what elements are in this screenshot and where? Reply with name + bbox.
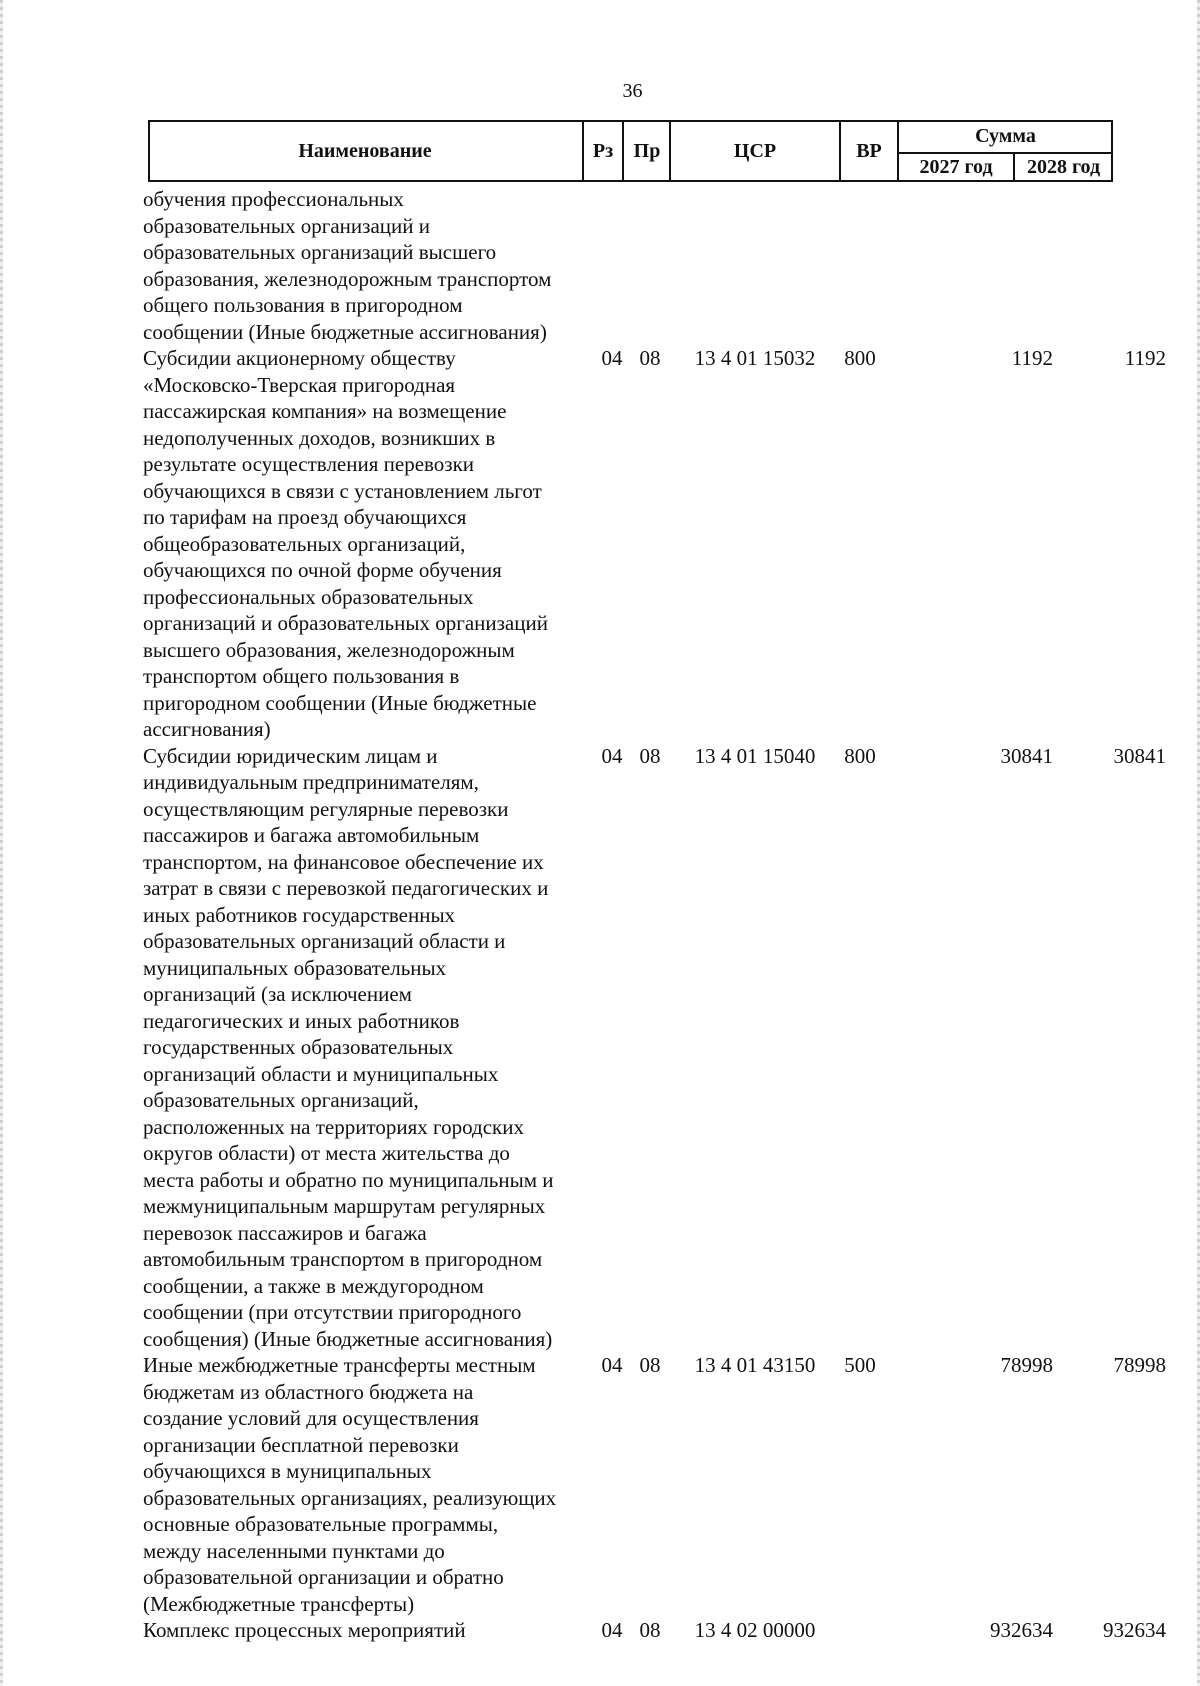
row-sum-2028: 30841	[1113, 743, 1166, 768]
row-name-line: государственных образовательных	[143, 1035, 454, 1059]
row-name-line: иных работников государственных	[143, 902, 456, 927]
row-name-line: затрат в связи с перевозкой педагогических и	[143, 876, 549, 900]
row-name-line: образовательных организаций,	[143, 1088, 419, 1112]
row-rz: 04	[601, 346, 623, 370]
row-vr: 800	[844, 743, 876, 768]
row-name-line: обучающихся в муниципальных	[143, 1459, 432, 1483]
row-name-line: транспортом, на финансовое обеспечение их	[143, 849, 544, 874]
header-year-2028: 2028 год	[1026, 155, 1101, 178]
row-name-line: перевозок пассажиров и багажа	[143, 1220, 427, 1245]
row-name-line: организации бесплатной перевозки	[143, 1432, 459, 1457]
row-sum-2027: 1192	[1011, 346, 1053, 370]
row-csr: 13 4 01 15032	[694, 346, 816, 370]
row-name	[143, 186, 583, 345]
row-name-line: сообщении (при отсутствии пригородного	[143, 1300, 522, 1324]
row-name-line: организаций области и муниципальных	[143, 1061, 499, 1086]
row-name-line: осуществляющим регулярные перевозки	[143, 796, 509, 821]
row-name-line: автомобильным транспортом в пригородном	[143, 1247, 543, 1271]
table-row	[143, 345, 1166, 743]
row-name-line: основные образовательные программы,	[143, 1512, 499, 1536]
row-name-line: Субсидии юридическим лицам и	[143, 743, 438, 768]
row-name	[143, 743, 583, 1353]
row-name-line: «Московско-Тверская пригородная	[143, 372, 456, 397]
row-name-line: результате осуществления перевозки	[143, 452, 475, 476]
table-header	[148, 120, 1113, 183]
row-sum-2028: 932634	[1103, 1618, 1166, 1642]
scan-edge-left	[0, 0, 3, 1686]
row-sum-2027: 78998	[1000, 1353, 1053, 1377]
row-name-line: расположенных на территориях городских	[143, 1114, 524, 1139]
row-vr: 500	[844, 1353, 876, 1377]
row-sum-2028: 1192	[1124, 346, 1166, 370]
row-rz: 04	[601, 1618, 623, 1642]
row-name-line: пассажирская компания» на возмещение	[143, 399, 507, 423]
row-csr: 13 4 02 00000	[694, 1618, 816, 1642]
header-year-2027: 2027 год	[919, 155, 993, 178]
row-sum-2027: 30841	[1000, 743, 1053, 768]
row-name	[143, 1352, 583, 1617]
row-name-line: ассигнования)	[143, 717, 271, 741]
row-csr: 13 4 01 15040	[694, 743, 816, 768]
table-row	[143, 1352, 1166, 1617]
row-name-line: обучения профессиональных	[143, 187, 404, 211]
row-name-line: муниципальных образовательных	[143, 955, 447, 980]
page-number: 36	[622, 80, 643, 102]
table-row	[143, 1617, 1166, 1644]
row-name-line: Комплекс процессных мероприятий	[143, 1618, 466, 1642]
row-name-line: округов области) от места жительства до	[143, 1141, 510, 1165]
header-rz: Рз	[592, 139, 614, 162]
row-vr: 800	[844, 346, 876, 370]
row-name-line: образовательных организаций и	[143, 213, 430, 238]
row-rz: 04	[601, 1353, 623, 1377]
table-body	[143, 186, 1166, 1644]
row-name-line: транспортом общего пользования в	[143, 664, 460, 688]
row-name-line: межмуниципальным маршрутам регулярных	[143, 1194, 546, 1218]
row-sum-2028: 78998	[1113, 1353, 1166, 1377]
header-csr: ЦСР	[733, 139, 777, 162]
row-name-line: между населенными пунктами до	[143, 1538, 445, 1563]
row-name-line: создание условий для осуществления	[143, 1406, 479, 1430]
row-name-line: бюджетам из областного бюджета на	[143, 1379, 474, 1404]
table-row	[143, 186, 1123, 345]
row-name-line: образовательных организаций высшего	[143, 240, 497, 264]
row-pr: 08	[639, 1618, 661, 1642]
row-name-line: образовательной организации и обратно	[143, 1565, 504, 1589]
row-name-line: индивидуальным предпринимателям,	[143, 770, 479, 794]
row-name-line: образовательных организациях, реализующих	[143, 1485, 557, 1510]
row-name-line: общего пользования в пригородном	[143, 293, 463, 317]
row-name-line: профессиональных образовательных	[143, 584, 474, 609]
row-pr: 08	[639, 346, 661, 370]
row-name-line: образования, железнодорожным транспортом	[143, 266, 552, 291]
row-name	[143, 1617, 583, 1644]
header-name: Наименование	[298, 139, 432, 162]
row-csr: 13 4 01 43150	[694, 1353, 816, 1377]
row-sum-2027: 932634	[990, 1618, 1053, 1642]
header-vr: ВР	[856, 139, 882, 162]
row-name-line: по тарифам на проезд обучающихся	[143, 505, 467, 529]
row-name-line: высшего образования, железнодорожным	[143, 637, 515, 662]
row-name-line: организаций и образовательных организаций	[143, 611, 548, 635]
row-pr: 08	[639, 1353, 661, 1377]
row-name-line: (Межбюджетные трансферты)	[143, 1591, 415, 1616]
row-name-line: обучающихся по очной форме обучения	[143, 558, 502, 582]
table-row	[143, 743, 1166, 1353]
row-rz: 04	[601, 743, 623, 768]
header-sum: Сумма	[975, 125, 1036, 147]
row-name-line: общеобразовательных организаций,	[143, 531, 466, 556]
row-name-line: Субсидии акционерному обществу	[143, 346, 456, 370]
row-name-line: пассажиров и багажа автомобильным	[143, 823, 480, 847]
row-name-line: сообщения) (Иные бюджетные ассигнования)	[143, 1326, 553, 1351]
row-pr: 08	[639, 743, 661, 768]
row-name-line: обучающихся в связи с установлением льгот	[143, 478, 542, 503]
row-name-line: организаций (за исключением	[143, 982, 412, 1006]
row-name-line: пригородном сообщении (Иные бюджетные	[143, 690, 537, 715]
header-pr: Пр	[633, 139, 661, 162]
row-name-line: образовательных организаций области и	[143, 929, 506, 953]
row-name-line: педагогических и иных работников	[143, 1008, 460, 1033]
row-name-line: Иные межбюджетные трансферты местным	[143, 1353, 536, 1377]
row-name-line: сообщении (Иные бюджетные ассигнования)	[143, 319, 547, 344]
row-name	[143, 345, 583, 743]
row-name-line: недополученных доходов, возникших в	[143, 425, 496, 450]
row-name-line: сообщении, а также в междугородном	[143, 1273, 484, 1298]
row-name-line: места работы и обратно по муниципальным и	[143, 1167, 554, 1192]
